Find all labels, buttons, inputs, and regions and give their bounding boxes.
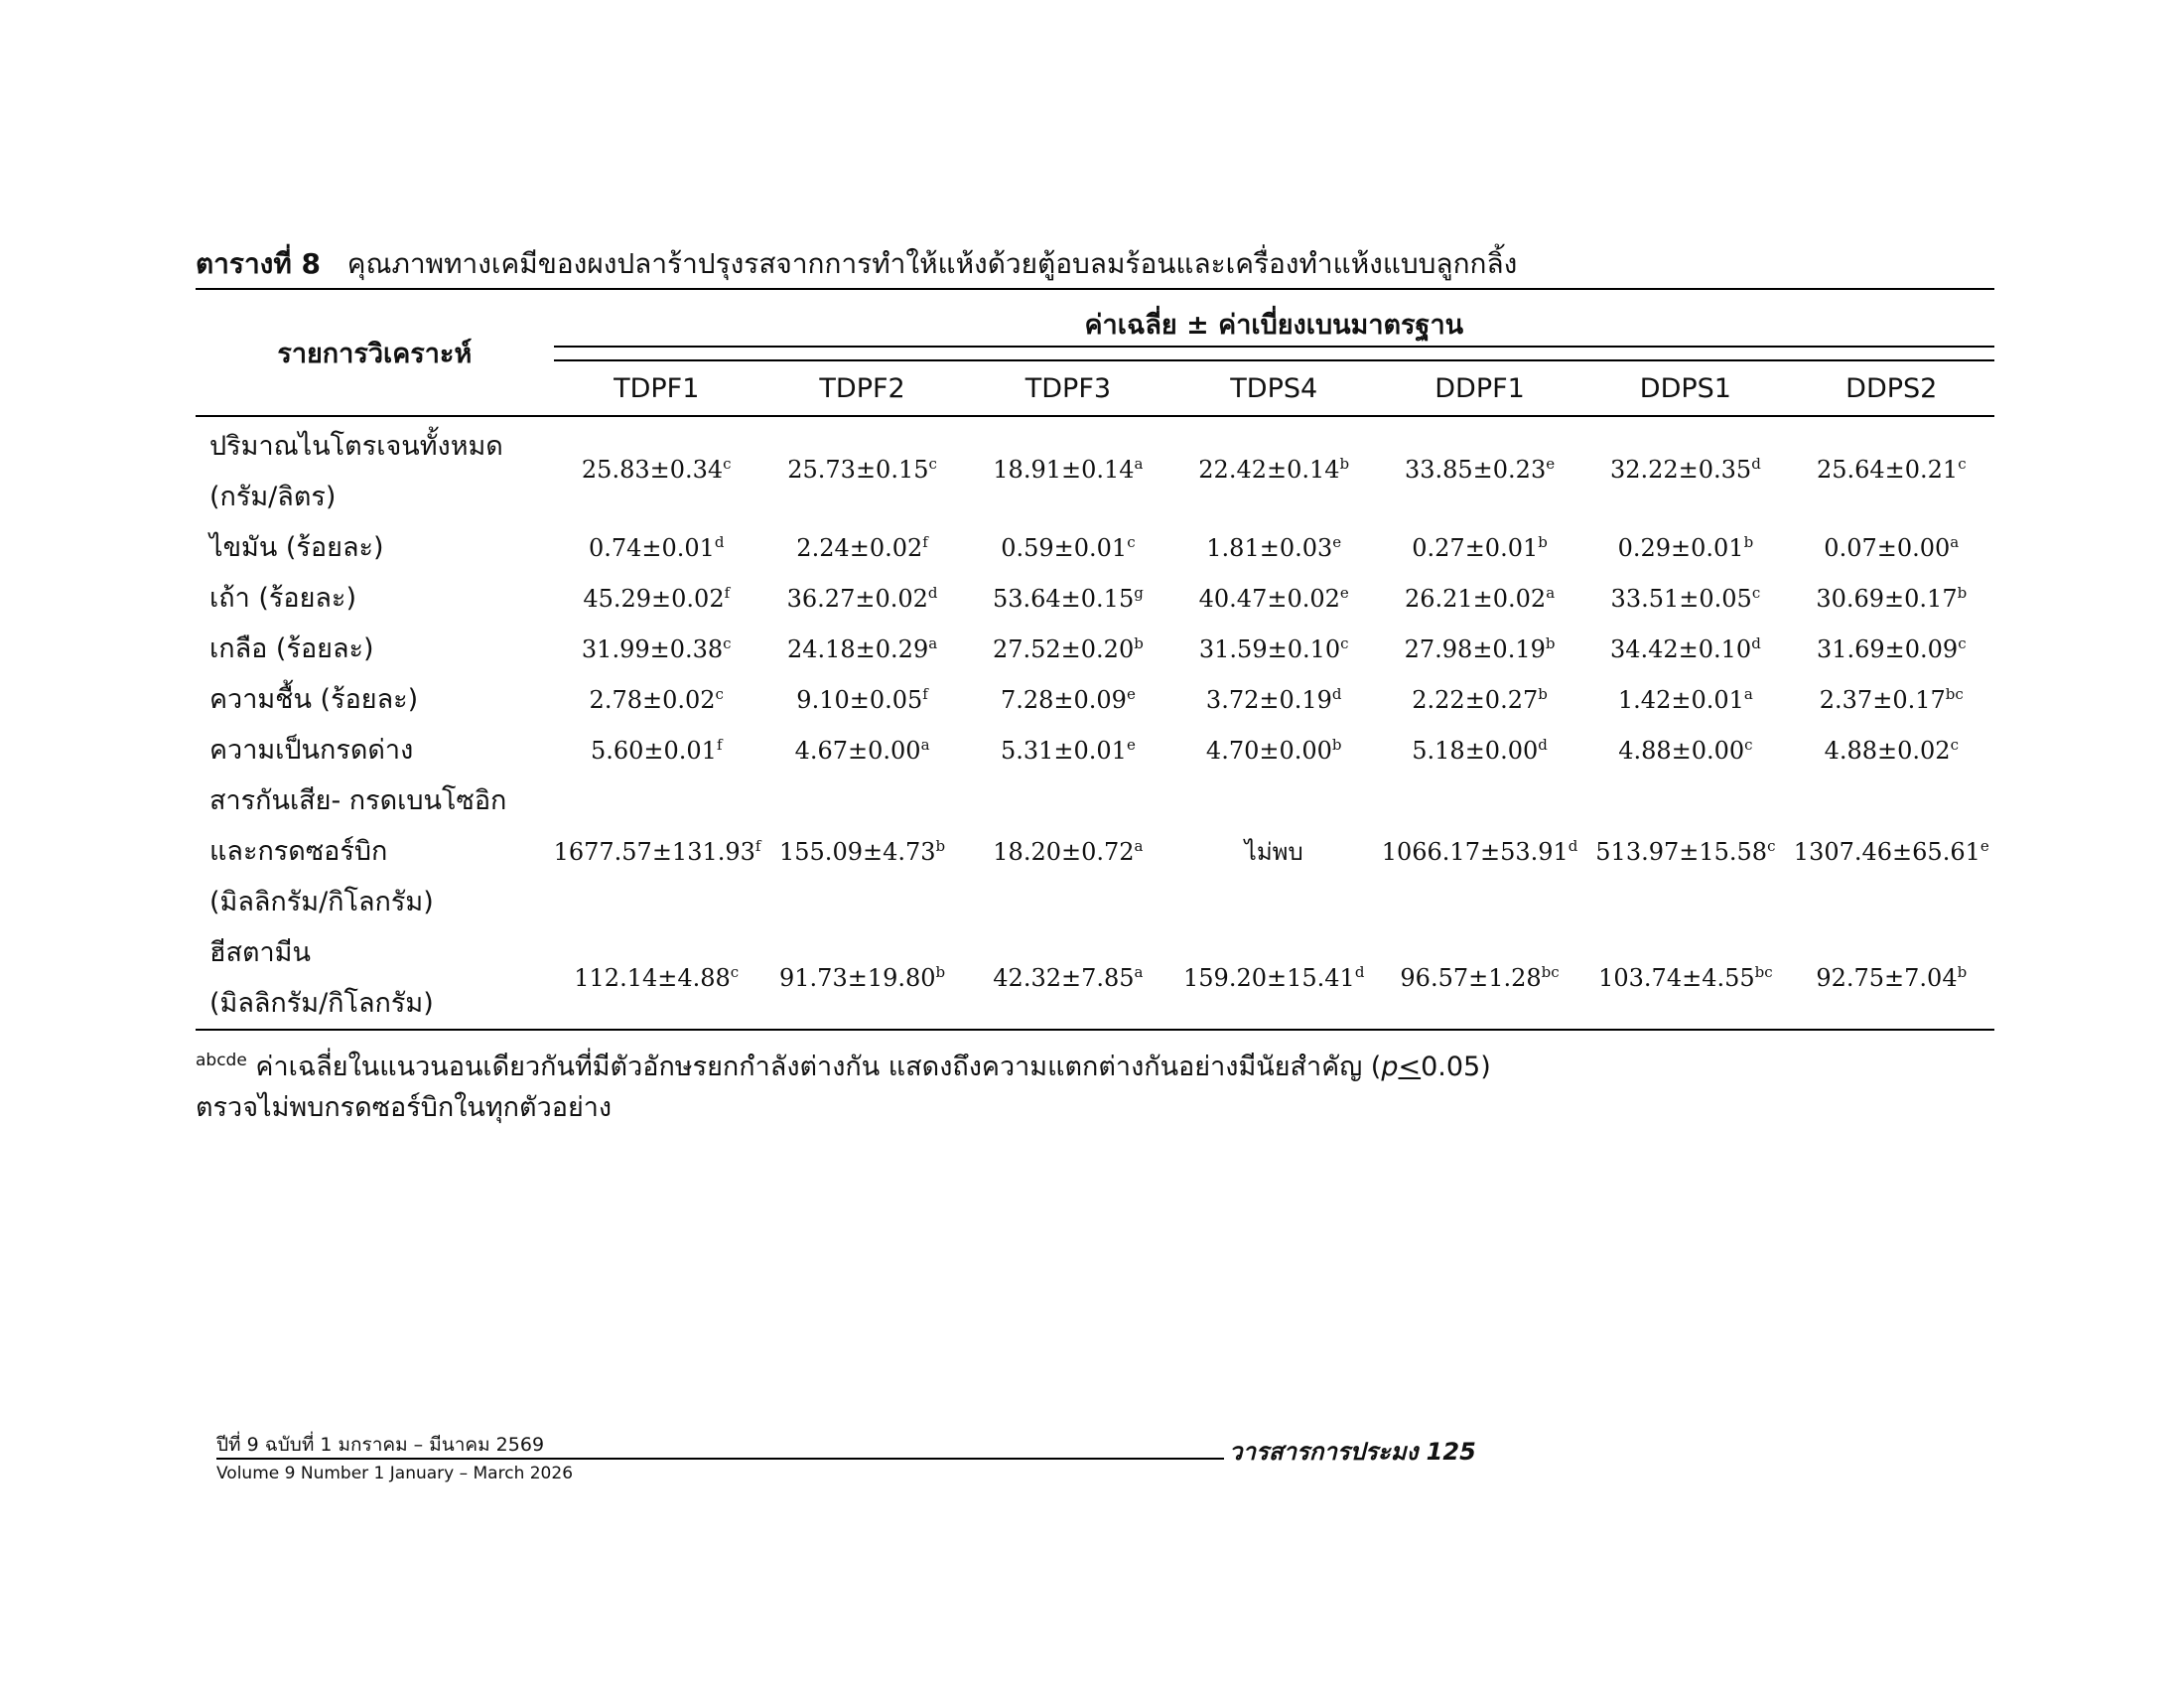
cell-value: 5.18±0.00: [1412, 736, 1539, 765]
value-cell: [1377, 775, 1582, 927]
value-cell: [965, 775, 1170, 927]
cell-value: 2.24±0.02: [796, 533, 923, 562]
value-cell: [965, 927, 1170, 1030]
significance-superscript: g: [1134, 583, 1144, 602]
mean-sd-group-header: [554, 289, 1994, 360]
row-item-line: ไขมัน (ร้อยละ): [209, 532, 384, 563]
value-cell: [1582, 416, 1788, 522]
significance-superscript: a: [1743, 684, 1753, 703]
item-column-header: รายการวิเคราะห์: [277, 338, 473, 369]
significance-superscript: b: [1134, 633, 1144, 652]
row-item-label: [196, 674, 554, 725]
value-cell: [1789, 416, 1994, 522]
footer-issue-english: Volume 9 Number 1 January – March 2026: [216, 1464, 574, 1483]
row-item-line: ความเป็นกรดด่าง: [209, 735, 414, 766]
value-cell: [759, 522, 965, 573]
note-p-value: 0.05): [1421, 1052, 1491, 1082]
significance-superscript: b: [1743, 532, 1754, 551]
significance-superscript: c: [1127, 532, 1136, 551]
column-header-ddps2: DDPS2: [1789, 360, 1994, 416]
significance-superscript: c: [1767, 836, 1776, 855]
value-cell: [965, 416, 1170, 522]
significance-superscript: b: [1339, 455, 1350, 473]
sorbic-note: ตรวจไม่พบกรดซอร์บิกในทุกตัวอย่าง: [196, 1092, 613, 1123]
significance-superscript: e: [1126, 684, 1136, 703]
significance-superscript: e: [1332, 532, 1342, 551]
significance-superscript: a: [1950, 532, 1960, 551]
value-cell: [759, 725, 965, 775]
cell-value: 1677.57±131.93: [553, 837, 755, 866]
chemical-quality-table: [196, 288, 1994, 1031]
column-header-ddpf1: DDPF1: [1377, 360, 1582, 416]
value-cell: [965, 725, 1170, 775]
cell-value: 91.73±19.80: [779, 964, 936, 992]
value-cell: [1377, 725, 1582, 775]
row-item-label: [196, 927, 554, 1030]
value-cell: [759, 624, 965, 674]
value-cell: [554, 624, 759, 674]
significance-superscript: c: [715, 684, 724, 703]
cell-value: 22.42±0.14: [1198, 456, 1340, 484]
cell-value: 2.37±0.17: [1819, 685, 1946, 714]
cell-value: 36.27±0.02: [786, 584, 928, 613]
significance-superscript: b: [935, 963, 946, 981]
cell-value: 53.64±0.15: [992, 584, 1135, 613]
note-p-symbol: p: [1381, 1052, 1399, 1082]
significance-superscript: c: [1751, 583, 1761, 602]
cell-value: 2.78±0.02: [589, 685, 716, 714]
cell-value: 4.67±0.00: [794, 736, 921, 765]
cell-value: 27.52±0.20: [992, 634, 1135, 663]
cell-value: 30.69±0.17: [1816, 584, 1958, 613]
value-cell: [1582, 522, 1788, 573]
cell-value: 1.81±0.03: [1206, 533, 1333, 562]
value-cell: [1171, 927, 1377, 1030]
value-cell: [554, 775, 759, 927]
value-cell: [965, 522, 1170, 573]
value-cell: [759, 775, 965, 927]
row-item-label: [196, 522, 554, 573]
significance-superscript: f: [922, 532, 928, 551]
cell-value: 3.72±0.19: [1205, 685, 1332, 714]
cell-value: 159.20±15.41: [1183, 964, 1355, 992]
significance-superscript: b: [1331, 735, 1342, 754]
cell-value: 25.64±0.21: [1816, 456, 1959, 484]
table-row: [196, 624, 1994, 674]
significance-superscript: d: [1331, 684, 1342, 703]
footer-rule: [216, 1458, 1224, 1460]
significance-superscript: a: [1134, 963, 1144, 981]
significance-superscript: a: [928, 633, 938, 652]
row-item-label: [196, 624, 554, 674]
cell-value: 4.70±0.00: [1205, 736, 1332, 765]
cell-value: 34.42±0.10: [1609, 634, 1752, 663]
value-cell: [1789, 725, 1994, 775]
significance-superscript: b: [1957, 583, 1968, 602]
table-caption: [196, 244, 2002, 284]
cell-value: 18.91±0.14: [993, 456, 1135, 484]
cell-value: 1307.46±65.61: [1793, 837, 1980, 866]
value-cell: [554, 725, 759, 775]
value-cell: [1789, 522, 1994, 573]
cell-value: 103.74±4.55: [1598, 964, 1755, 992]
value-cell: [1789, 674, 1994, 725]
value-cell: [1789, 624, 1994, 674]
value-cell: [1171, 416, 1377, 522]
cell-value: 5.60±0.01: [590, 736, 717, 765]
value-cell: [759, 927, 965, 1030]
significance-superscript: d: [927, 583, 938, 602]
group-header-text: ค่าเฉลี่ย ± ค่าเบี่ยงเบนมาตรฐาน: [1084, 309, 1464, 341]
value-cell: [554, 416, 759, 522]
cell-value: 0.07±0.00: [1824, 533, 1951, 562]
value-cell: [1582, 674, 1788, 725]
value-cell: [1171, 775, 1377, 927]
significance-superscript: c: [1958, 455, 1967, 473]
value-cell: [1377, 573, 1582, 624]
cell-value: 31.69±0.09: [1816, 634, 1959, 663]
significance-superscript: d: [1751, 633, 1761, 652]
significance-superscript: bc: [1541, 963, 1560, 981]
row-item-line: (กรัม/ลิตร): [209, 482, 337, 512]
table-title: คุณภาพทางเคมีของผงปลาร้าปรุงรสจากการทำให้แห้งด้วยตู้อบลมร้อนและเครื่องทำแห้งแบบลูกกลิ้ง: [346, 247, 1518, 280]
cell-value: 24.18±0.29: [786, 634, 929, 663]
significance-superscript: b: [1957, 963, 1968, 981]
row-item-line: ปริมาณไนโตรเจนทั้งหมด: [209, 431, 503, 462]
cell-value: 25.83±0.34: [581, 456, 724, 484]
cell-value: 25.73±0.15: [787, 456, 929, 484]
cell-value: 31.99±0.38: [581, 634, 724, 663]
significance-superscript: bc: [1945, 684, 1964, 703]
table-label: ตารางที่ 8: [196, 247, 322, 280]
value-cell: [1789, 775, 1994, 927]
value-cell: [759, 674, 965, 725]
value-cell: [1582, 624, 1788, 674]
table-row: [196, 927, 1994, 1030]
row-item-label: [196, 573, 554, 624]
value-cell: [1171, 725, 1377, 775]
significance-superscript: c: [1958, 633, 1967, 652]
cell-value: 1066.17±53.91: [1381, 837, 1569, 866]
row-item-line: เกลือ (ร้อยละ): [209, 633, 374, 664]
value-cell: [1582, 573, 1788, 624]
value-cell: [1377, 624, 1582, 674]
significance-superscript: b: [1545, 633, 1556, 652]
cell-value: 0.27±0.01: [1412, 533, 1539, 562]
cell-value: 33.85±0.23: [1404, 456, 1547, 484]
significance-superscript: c: [723, 633, 732, 652]
cell-value: 155.09±4.73: [779, 837, 936, 866]
value-cell: [759, 573, 965, 624]
significance-superscript: f: [724, 583, 731, 602]
cell-value: 2.22±0.27: [1412, 685, 1539, 714]
row-item-line: สารกันเสีย- กรดเบนโซอิก: [209, 785, 507, 816]
column-header-tdpf3: TDPF3: [965, 360, 1170, 416]
cell-value: 32.22±0.35: [1609, 456, 1752, 484]
note-le-symbol: <: [1398, 1052, 1422, 1082]
cell-value: 96.57±1.28: [1400, 964, 1542, 992]
cell-value: 0.29±0.01: [1617, 533, 1744, 562]
significance-superscript: e: [1546, 455, 1556, 473]
value-cell: [1582, 775, 1788, 927]
significance-superscript: d: [1538, 735, 1548, 754]
table-row: [196, 725, 1994, 775]
significance-superscript: e: [1339, 583, 1349, 602]
row-item-line: ฮีสตามีน: [209, 937, 311, 968]
significance-superscript: bc: [1754, 963, 1773, 981]
cell-value: 1.42±0.01: [1617, 685, 1744, 714]
significance-superscript: a: [920, 735, 930, 754]
value-cell: [1377, 674, 1582, 725]
significance-superscript: f: [922, 684, 928, 703]
footer-issue-thai: ปีที่ 9 ฉบับที่ 1 มกราคม – มีนาคม 2569: [216, 1434, 545, 1456]
cell-value: 0.74±0.01: [588, 533, 715, 562]
significance-superscript: f: [754, 836, 761, 855]
value-cell: [1171, 674, 1377, 725]
cell-value: 33.51±0.05: [1610, 584, 1752, 613]
significance-superscript: a: [1134, 455, 1144, 473]
significance-superscript: b: [1538, 684, 1548, 703]
cell-value: 18.20±0.72: [993, 837, 1135, 866]
significance-superscript: a: [1546, 583, 1556, 602]
significance-superscript: a: [1134, 836, 1144, 855]
value-cell: [965, 674, 1170, 725]
table-row: [196, 674, 1994, 725]
value-cell: [965, 624, 1170, 674]
significance-superscript: c: [1340, 633, 1349, 652]
significance-note: [196, 1041, 1491, 1087]
cell-value: 4.88±0.02: [1824, 736, 1951, 765]
value-cell: [1789, 573, 1994, 624]
significance-superscript: c: [1744, 735, 1753, 754]
value-cell: [1789, 927, 1994, 1030]
cell-value: 9.10±0.05: [796, 685, 923, 714]
note-superscript: abcde: [196, 1051, 247, 1070]
cell-value: 42.32±7.85: [993, 964, 1135, 992]
value-cell: [554, 522, 759, 573]
row-item-label: [196, 775, 554, 927]
value-cell: [1377, 416, 1582, 522]
row-item-line: และกรดซอร์บิก: [209, 836, 388, 867]
value-cell: [1171, 624, 1377, 674]
significance-superscript: c: [730, 963, 740, 981]
row-item-line: (มิลลิกรัม/กิโลกรัม): [209, 887, 434, 917]
row-item-line: (มิลลิกรัม/กิโลกรัม): [209, 988, 434, 1019]
value-cell: [1377, 927, 1582, 1030]
cell-value: 112.14±4.88: [574, 964, 731, 992]
table-row: [196, 416, 1994, 522]
significance-superscript: d: [1568, 836, 1578, 855]
cell-value: 513.97±15.58: [1595, 837, 1768, 866]
cell-value: 0.59±0.01: [1001, 533, 1128, 562]
column-header-tdps4: TDPS4: [1171, 360, 1377, 416]
cell-value: 31.59±0.10: [1198, 634, 1341, 663]
cell-value: 5.31±0.01: [1000, 736, 1127, 765]
value-cell: [759, 416, 965, 522]
significance-superscript: f: [716, 735, 723, 754]
cell-value: 45.29±0.02: [583, 584, 725, 613]
significance-superscript: e: [1979, 836, 1989, 855]
row-item-line: เถ้า (ร้อยละ): [209, 583, 356, 614]
value-cell: [1171, 573, 1377, 624]
cell-value: 7.28±0.09: [1000, 685, 1127, 714]
footer-journal-page: วารสารการประมง 125: [1229, 1438, 1476, 1466]
value-cell: [1582, 725, 1788, 775]
table-row: [196, 573, 1994, 624]
value-cell: [965, 573, 1170, 624]
note-text: ค่าเฉลี่ยในแนวนอนเดียวกันที่มีตัวอักษรยกกำลังต่างกัน แสดงถึงความแตกต่างกันอย่างมีนัยสำคัญ (: [255, 1052, 1382, 1082]
value-cell: [554, 573, 759, 624]
cell-value: 26.21±0.02: [1404, 584, 1547, 613]
row-item-label: [196, 725, 554, 775]
significance-superscript: d: [714, 532, 725, 551]
value-cell: [554, 674, 759, 725]
row-item-line: ความชื้น (ร้อยละ): [209, 684, 419, 715]
significance-superscript: c: [1950, 735, 1959, 754]
table-row: [196, 522, 1994, 573]
value-cell: [1582, 927, 1788, 1030]
table-row: [196, 775, 1994, 927]
row-item-label: [196, 416, 554, 522]
significance-superscript: e: [1126, 735, 1136, 754]
column-header-ddps1: DDPS1: [1582, 360, 1788, 416]
value-cell: [1171, 522, 1377, 573]
cell-value: 40.47±0.02: [1198, 584, 1340, 613]
value-cell: [554, 927, 759, 1030]
cell-value: ไม่พบ: [1244, 838, 1303, 866]
significance-superscript: b: [935, 836, 946, 855]
value-cell: [1377, 522, 1582, 573]
cell-value: 27.98±0.19: [1404, 634, 1546, 663]
cell-value: 4.88±0.00: [1618, 736, 1745, 765]
significance-superscript: c: [928, 455, 937, 473]
significance-superscript: c: [723, 455, 732, 473]
cell-value: 92.75±7.04: [1816, 964, 1958, 992]
significance-superscript: d: [1354, 963, 1365, 981]
significance-superscript: b: [1538, 532, 1548, 551]
significance-superscript: d: [1751, 455, 1761, 473]
column-header-tdpf1: TDPF1: [554, 360, 759, 416]
column-header-tdpf2: TDPF2: [759, 360, 965, 416]
